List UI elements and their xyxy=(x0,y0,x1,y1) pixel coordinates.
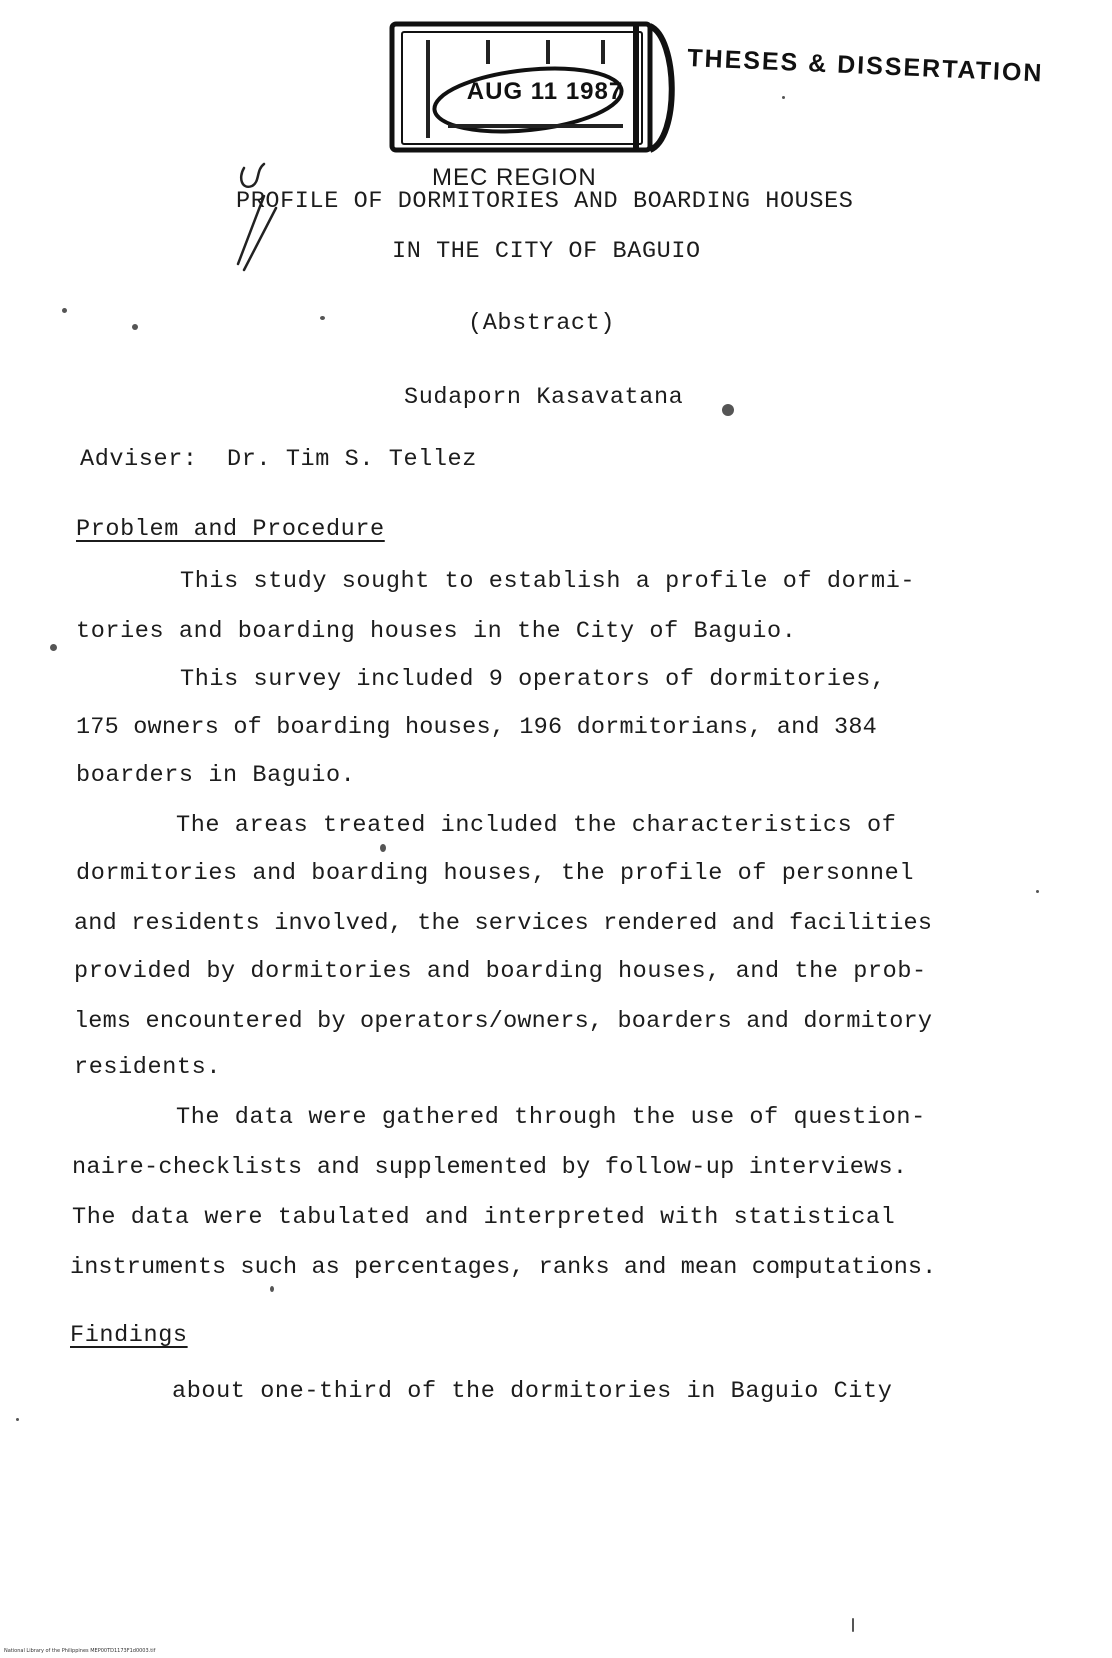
body-line: and residents involved, the services rendered and facilities xyxy=(74,910,933,937)
received-stamp-date: AUG 11 1987 xyxy=(466,78,624,105)
body-line: dormitories and boarding houses, the profile of personnel xyxy=(76,860,915,887)
scan-speck xyxy=(1036,890,1039,893)
scan-speck xyxy=(50,644,57,651)
body-line: about one-third of the dormitories in Baguio City xyxy=(172,1378,893,1405)
handwritten-mark-icon xyxy=(234,156,294,286)
scan-speck xyxy=(380,844,386,852)
title-line-2: IN THE CITY OF BAGUIO xyxy=(392,238,701,265)
subtitle: (Abstract) xyxy=(468,310,616,337)
scan-speck xyxy=(16,1418,19,1421)
stamp-agency: MEC REGION xyxy=(432,164,597,191)
collection-label: THESES & DISSERTATION xyxy=(686,44,1045,88)
body-line: boarders in Baguio. xyxy=(76,762,356,789)
body-line: instruments such as percentages, ranks and mean computations. xyxy=(70,1254,937,1281)
body-line: lems encountered by operators/owners, boarders and dormitory xyxy=(74,1008,933,1035)
adviser-line: Adviser: Dr. Tim S. Tellez xyxy=(80,446,477,473)
section-heading-findings: Findings xyxy=(70,1322,188,1349)
scan-speck xyxy=(782,96,785,99)
scan-footer: National Library of the Philippines MEP00TD1173F1d0003.tif xyxy=(4,1648,156,1654)
scan-speck xyxy=(132,324,138,330)
body-line: provided by dormitories and boarding houses, and the prob- xyxy=(74,958,927,985)
title-line-1: PROFILE OF DORMITORIES AND BOARDING HOUSES xyxy=(236,188,854,215)
received-stamp xyxy=(388,18,688,163)
section-heading-problem-procedure: Problem and Procedure xyxy=(76,516,385,543)
scan-speck xyxy=(62,308,67,313)
body-line: tories and boarding houses in the City of Baguio. xyxy=(76,618,797,645)
body-line: This study sought to establish a profile of dormi- xyxy=(180,568,916,595)
body-line: The data were tabulated and interpreted with statistical xyxy=(72,1204,896,1231)
scan-speck xyxy=(852,1618,854,1632)
author-name: Sudaporn Kasavatana xyxy=(404,384,684,411)
body-line: 175 owners of boarding houses, 196 dormitorians, and 384 xyxy=(76,714,877,741)
body-line: naire-checklists and supplemented by follow-up interviews. xyxy=(72,1154,908,1181)
body-line: The data were gathered through the use of question- xyxy=(176,1104,926,1131)
scan-speck xyxy=(722,404,734,416)
scan-speck xyxy=(320,316,325,320)
body-line: residents. xyxy=(74,1054,222,1081)
body-line: This survey included 9 operators of dormitories, xyxy=(180,666,886,693)
scan-speck xyxy=(270,1286,274,1292)
body-line: The areas treated included the characteristics of xyxy=(176,812,897,839)
